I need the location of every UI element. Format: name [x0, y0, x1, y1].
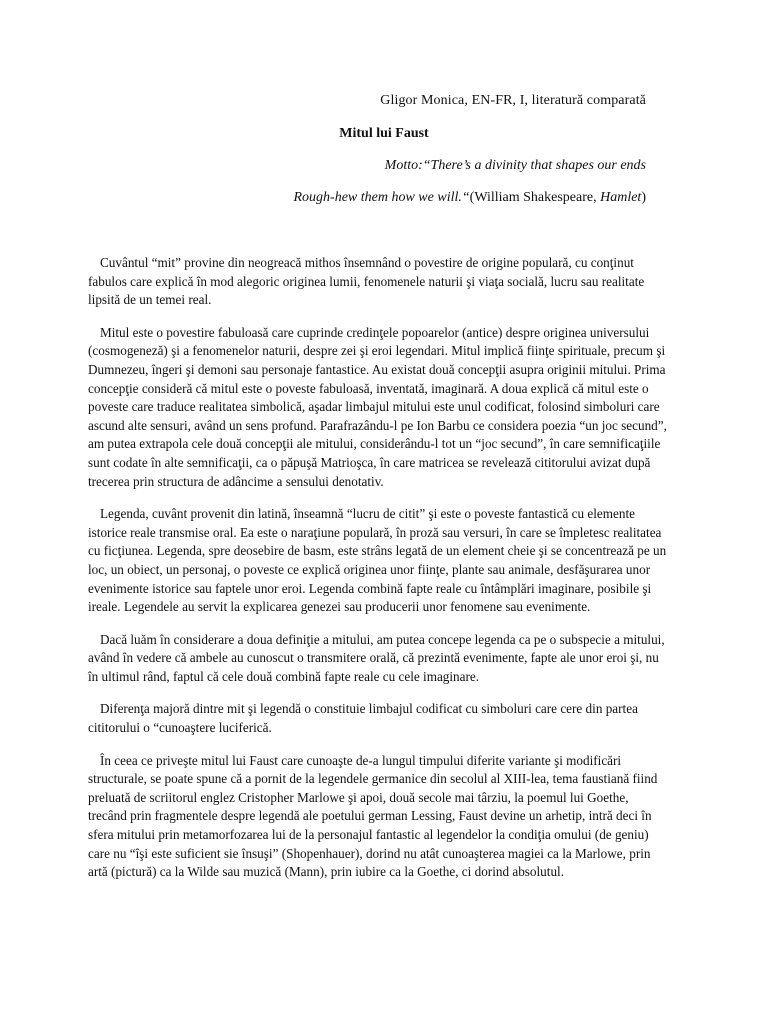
paragraph-diferenta: Diferenţa majoră dintre mit şi legendă o constituie limbajul codificat cu simboluri care cere din partea cititorului o “cunoaştere luciferică. — [88, 701, 638, 736]
paragraph-mit-etimologie: Cuvântul “mit” provine din neogreacă mithos însemnând o povestire de origine populară, cu conţinut fabulos care explică în mod alegoric originea lumii, fenomenele naturii şi viaţa socială, lucru sau realitate lipsită de un temei real. — [88, 255, 645, 308]
motto-close: ) — [641, 190, 646, 205]
paragraph-subspecie: Dacă luăm în considerare a doua definiţie a mitului, am putea concepe legenda ca pe o subspecie a mitului, având în vedere că ambele au cunoscut o transmitere orală, că prezintă evenimente, fapte ale unor eroi şi, nu în ultimul rând, faptul că cele două combină fapte reale cu cele imaginare. — [88, 631, 665, 684]
author-line: Gligor Monica, EN-FR, I, literatură comparată — [380, 93, 646, 108]
paragraph-legenda: Legenda, cuvânt provenit din latină, înseamnă “lucru de citit” şi este o poveste fantastică cu elemente istorice reale transmise oral. Ea este o naraţiune populară, în proză sau versuri, în care se împletesc realitatea cu ficţiunea. Legenda, spre deosebire de basm, este strâns legată de un element cheie şi se concentrează pe un loc, un obiect, un personaj, o poveste ce explică originea unor fiinţe, plante sau animale, desfăşurarea unor evenimente istorice sau faptele unor eroi. Legenda combină fapte reale cu întâmplări imaginare, posibile şi ireale. Legendele au servit la explicarea genezei sau producerii unor fenomene sau evenimente. — [88, 506, 667, 615]
paragraph-faust: În ceea ce priveşte mitul lui Faust care cunoaşte de-a lungul timpului diferite variante şi modificări structurale, se poate spune că a pornit de la legendele germanice din secolul al XIII-lea, tema faustiană fiind preluată de scriitorul englez Cristopher Marlowe şi apoi, două secole mai târziu, la poemul lui Goethe, trecând prin fragmentele despre legendă ale poetului german Lessing, Faust devine un arhetip, intră deci în sfera mitului prin metamorfozarea lui de la personajul fantastic al legendelor la condiţia omului (de geniu) care nu “îşi este suficient sie însuşi” (Shopenhauer), dorind nu atât cunoaşterea magiei ca la Marlowe, prin artă (pictură) ca la Wilde sau muzică (Mann), prin iubire ca la Goethe, ci dorind absolutul. — [88, 752, 658, 880]
motto-work: Hamlet — [600, 190, 642, 205]
motto-source: (William Shakespeare, — [469, 190, 601, 205]
paragraph-mit-definitie: Mitul este o povestire fabuloasă care cuprinde credinţele popoarelor (antice) despre originea universului (cosmogeneză) şi a fenomenelor naturii, despre zei şi eroi legendari. Mitul implică fiinţe spirituale, precum şi Dumnezeu, îngeri şi demoni sau personaje fantastice. Au existat două concepţii asupra originii mitului. Prima concepţie consideră că mitul este o poveste fabuloasă, inventată, imaginară. A doua explică că mitul este o poveste care traduce realitatea simbolică, aşadar limbajul mitului este unul codificat, folosind simboluri care ascund alte sensuri, având un sens profund. Parafrazându-l pe Ion Barbu ce considera poezia “un joc secund”, am putea extrapola cele două concepţii ale mitului, considerându-l tot un “joc secund”, în care semnificaţiile sunt codate în alte semnificaţii, ca o păpuşă Matrioşca, în care matricea se revelează cititorului avizat după trecerea prin structura de adâncime a sensului denotativ. — [88, 324, 667, 489]
document-title: Mitul lui Faust — [339, 126, 429, 141]
motto-line-2 — [293, 190, 646, 206]
motto-line-1: Motto:“There’s a divinity that shapes our ends — [384, 158, 646, 173]
motto-quote-end: Rough-hew them how we will.“ — [293, 190, 470, 205]
body-text — [88, 254, 670, 896]
